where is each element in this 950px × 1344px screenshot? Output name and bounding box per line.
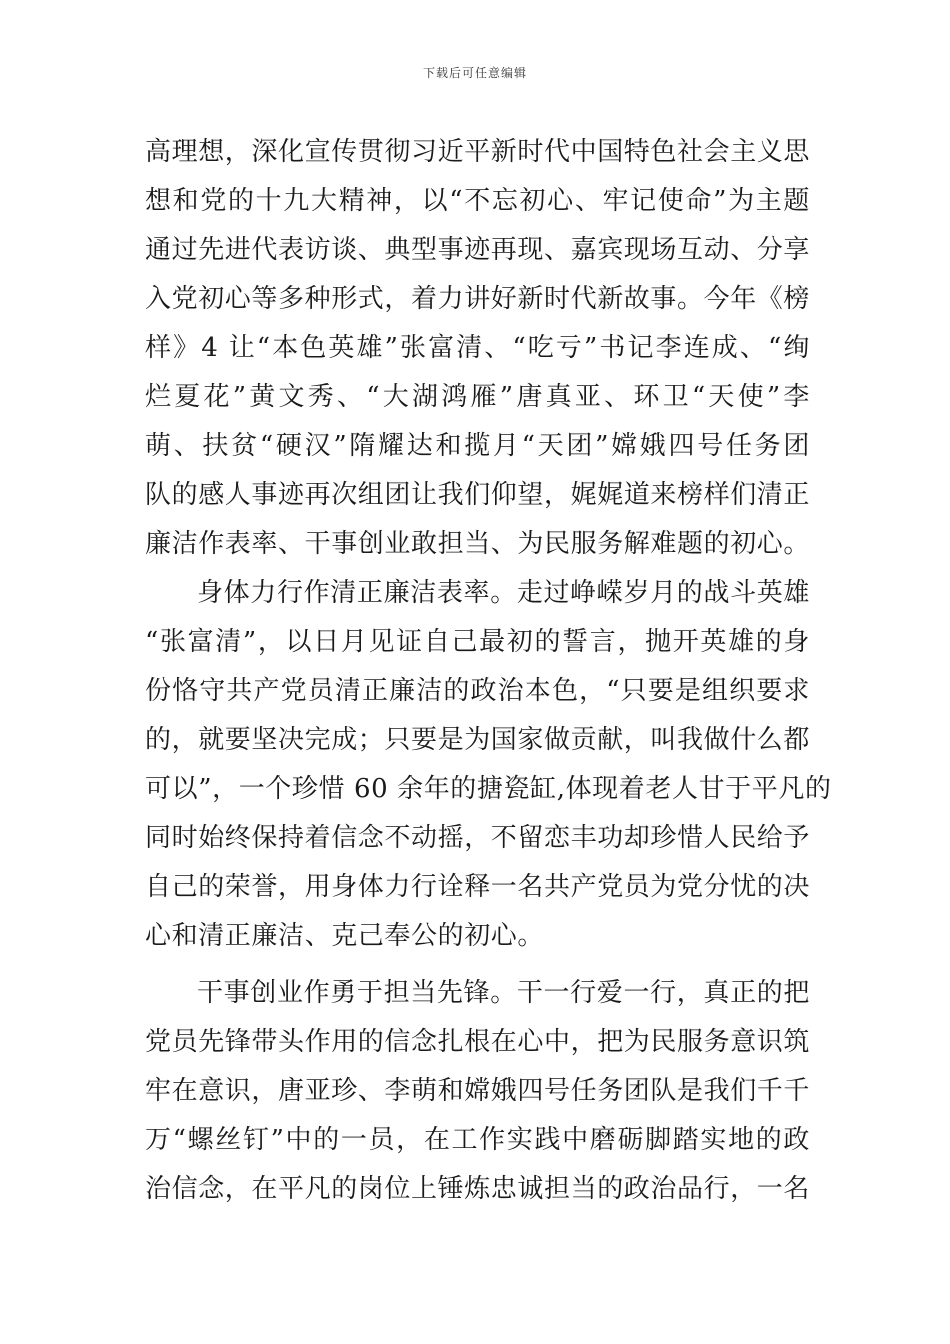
text-line: 的，就要坚决完成；只要是为国家做贡献，叫我做什么都 — [145, 725, 811, 755]
text-line: 万“螺丝钉”中的一员，在工作实践中磨砺脚踏实地的政 — [145, 1125, 810, 1155]
text-line: 可以”，一个珍惜 60 余年的搪瓷缸,体现着老人甘于平凡的 — [145, 774, 832, 804]
text-line: 烂夏花”黄文秀、“大湖鸿雁”唐真亚、环卫“天使”李 — [145, 382, 810, 412]
text-line: 样》4 让“本色英雄”张富清、“吃亏”书记李连成、“绚 — [145, 333, 810, 363]
text-line: 身体力行作清正廉洁表率。走过峥嵘岁月的战斗英雄 — [197, 578, 810, 608]
text-line: 干事创业作勇于担当先锋。干一行爱一行，真正的把 — [197, 978, 810, 1008]
text-line: 萌、扶贫“硬汉”隋耀达和揽月“天团”嫦娥四号任务团 — [145, 431, 810, 461]
page-header: 下载后可任意编辑 — [422, 66, 527, 80]
text-line: 心和清正廉洁、克己奉公的初心。 — [145, 921, 545, 951]
text-line: 牢在意识，唐亚珍、李萌和嫦娥四号任务团队是我们千千 — [145, 1076, 811, 1106]
text-line: 入党初心等多种形式，着力讲好新时代新故事。今年《榜 — [145, 284, 811, 314]
text-line: 高理想，深化宣传贯彻习近平新时代中国特色社会主义思 — [145, 137, 811, 167]
text-line: 同时始终保持着信念不动摇，不留恋丰功却珍惜人民给予 — [145, 823, 811, 853]
text-line: 想和党的十九大精神，以“不忘初心、牢记使命”为主题 — [145, 186, 810, 216]
paragraph-1 — [145, 128, 810, 569]
text-line: 份恪守共产党员清正廉洁的政治本色，“只要是组织要求 — [145, 676, 810, 706]
text-line: 党员先锋带头作用的信念扎根在心中，把为民服务意识筑 — [145, 1027, 811, 1057]
document-body — [145, 128, 832, 1214]
text-line: “张富清”，以日月见证自己最初的誓言，抛开英雄的身 — [145, 627, 810, 657]
text-line: 通过先进代表访谈、典型事迹再现、嘉宾现场互动、分享 — [145, 235, 811, 265]
text-line: 治信念，在平凡的岗位上锤炼忠诚担当的政治品行，一名 — [145, 1174, 811, 1204]
text-line: 廉洁作表率、干事创业敢担当、为民服务解难题的初心。 — [145, 529, 811, 559]
paragraph-3 — [145, 969, 810, 1214]
text-line: 自己的荣誉，用身体力行诠释一名共产党员为党分忧的决 — [145, 872, 811, 902]
paragraph-2 — [145, 569, 832, 961]
text-line: 队的感人事迹再次组团让我们仰望，娓娓道来榜样们清正 — [145, 480, 811, 510]
paragraph-gap — [145, 961, 810, 969]
